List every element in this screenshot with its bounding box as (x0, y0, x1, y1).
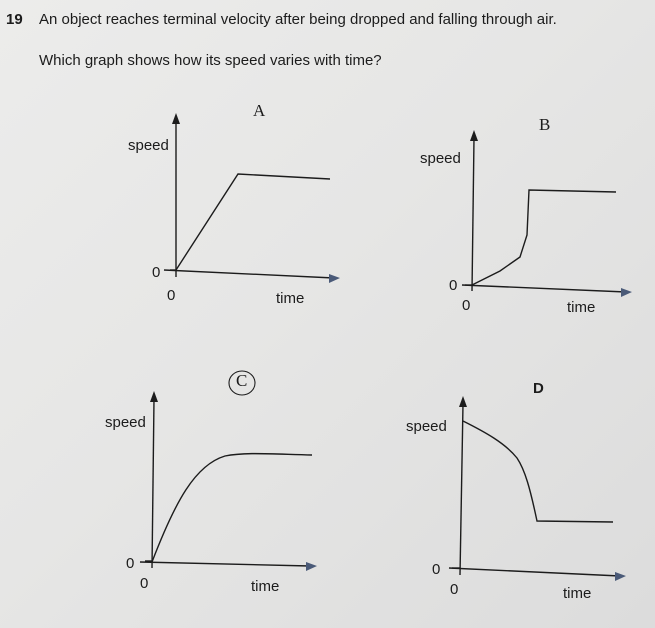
graph-d-y-label: speed (406, 418, 447, 435)
graph-a-y-origin: 0 (152, 264, 161, 281)
graph-d-y-axis (460, 404, 463, 575)
question-text: An object reaches terminal velocity after being dropped and falling through air. (39, 11, 557, 28)
graph-d-x-origin: 0 (450, 581, 459, 598)
graph-d-y-origin: 0 (432, 561, 441, 578)
graph-d-curve (463, 421, 613, 522)
graph-letter-a: A (253, 101, 266, 120)
graph-b-y-origin: 0 (449, 277, 458, 294)
graph-letter-c: C (236, 371, 248, 390)
graph-b-x-origin: 0 (462, 297, 471, 314)
graph-d-x-label: time (563, 585, 592, 602)
graph-a-x-label: time (276, 290, 305, 307)
question-number: 19 (6, 11, 23, 28)
graph-letter-d: D (533, 380, 544, 397)
graph-a-y-label: speed (128, 137, 169, 154)
graph-c-x-origin: 0 (140, 575, 149, 592)
question-prompt: Which graph shows how its speed varies with time? (39, 52, 382, 69)
graph-b-y-label: speed (420, 150, 461, 167)
graph-b-x-label: time (567, 299, 596, 316)
graph-d-x-axis (449, 568, 620, 576)
graph-d-x-arrow (615, 572, 626, 581)
graph-d-y-arrow (459, 396, 467, 407)
graph-letter-b: B (539, 115, 551, 134)
graph-c-x-label: time (251, 578, 280, 595)
graph-a-x-origin: 0 (167, 287, 176, 304)
graph-c-y-origin: 0 (126, 555, 135, 572)
graph-c-y-label: speed (105, 414, 146, 431)
